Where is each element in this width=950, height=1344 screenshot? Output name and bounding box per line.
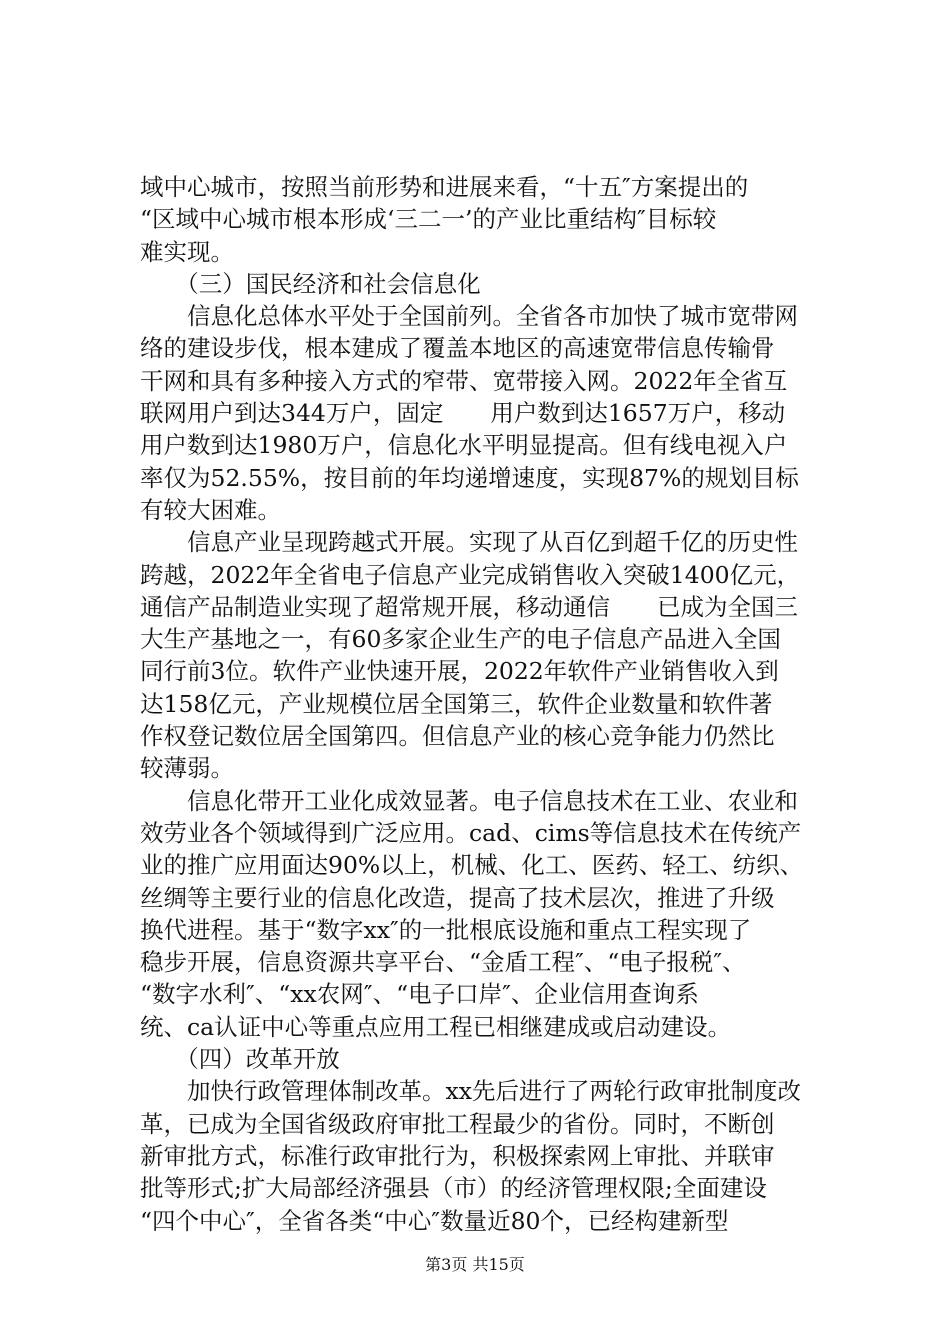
text-line: 达158亿元，产业规模位居全国第三，软件企业数量和软件著 bbox=[140, 689, 773, 718]
text-line: 同行前3位。软件产业快速开展，2022年软件产业销售收入到 bbox=[140, 657, 779, 686]
text-line: 跨越，2022年全省电子信息产业完成销售收入突破1400亿元， bbox=[140, 560, 801, 589]
text-line: 丝绸等主要行业的信息化改造，提高了技术层次，推进了升级 bbox=[140, 883, 775, 912]
text-line: 大生产基地之一，有60多家企业生产的电子信息产品进入全国 bbox=[140, 625, 781, 654]
text-line: 批等形式;扩大局部经济强县（市）的经济管理权限;全面建设 bbox=[140, 1174, 767, 1203]
text-line: 域中心城市，按照当前形势和进展来看，“十五″方案提出的 bbox=[140, 173, 749, 201]
text-line: 用户数到达1980万户，信息化水平明显提高。但有线电视入户 bbox=[140, 431, 788, 460]
text-line: 有较大困难。 bbox=[140, 495, 281, 524]
text-line: 干网和具有多种接入方式的窄带、宽带接入网。2022年全省互 bbox=[140, 366, 788, 395]
text-line: 换代进程。基于“数字xx″的一批根底设施和重点工程实现了 bbox=[140, 915, 752, 944]
text-line: 作权登记数位居全国第四。但信息产业的核心竞争能力仍然比 bbox=[140, 722, 775, 751]
text-line: 加快行政管理体制改革。xx先后进行了两轮行政审批制度改 bbox=[140, 1077, 802, 1106]
text-line: 较薄弱。 bbox=[140, 754, 234, 783]
text-line: 信息化带开工业化成效显著。电子信息技术在工业、农业和 bbox=[140, 786, 798, 815]
text-line: 络的建设步伐，根本建成了覆盖本地区的高速宽带信息传输骨 bbox=[140, 334, 775, 363]
text-line: 通信产品制造业实现了超常规开展，移动通信 已成为全国三 bbox=[140, 592, 798, 621]
text-line: 信息产业呈现跨越式开展。实现了从百亿到超千亿的历史性 bbox=[140, 528, 798, 557]
text-line: 联网用户到达344万户，固定 用户数到达1657万户，移动 bbox=[140, 399, 786, 428]
text-line: 效劳业各个领域得到广泛应用。cad、cims等信息技术在传统产 bbox=[140, 818, 802, 847]
text-line: 信息化总体水平处于全国前列。全省各市加快了城市宽带网 bbox=[140, 302, 798, 331]
text-line: “数字水利″、“xx农网″、“电子口岸″、企业信用查询系 bbox=[140, 980, 699, 1009]
text-line: “四个中心″，全省各类“中心″数量近80个，已经构建新型 bbox=[140, 1206, 729, 1235]
page-number-footer: 第3页 共15页 bbox=[425, 1255, 525, 1274]
text-line: 统、ca认证中心等重点应用工程已相继建成或启动建设。 bbox=[140, 1012, 732, 1041]
text-line: 稳步开展，信息资源共享平台、“金盾工程″、“电子报税″、 bbox=[140, 948, 746, 977]
text-line: “区域中心城市根本形成‘三二一’的产业比重结构″目标较 bbox=[140, 205, 717, 234]
text-line: 难实现。 bbox=[140, 237, 234, 266]
text-line: 业的推广应用面达90%以上，机械、化工、医药、轻工、纺织、 bbox=[140, 851, 804, 880]
document-body bbox=[140, 171, 834, 1237]
section-heading: （四）改革开放 bbox=[140, 1045, 340, 1074]
text-line: 革，已成为全国省级政府审批工程最少的省份。同时，不断创 bbox=[140, 1109, 775, 1138]
text-line: 新审批方式，标准行政审批行为，积极探索网上审批、并联审 bbox=[140, 1141, 775, 1170]
text-line: 率仅为52.55%，按目前的年均递增速度，实现87%的规划目标 bbox=[140, 463, 799, 492]
section-heading: （三）国民经济和社会信息化 bbox=[140, 269, 481, 298]
